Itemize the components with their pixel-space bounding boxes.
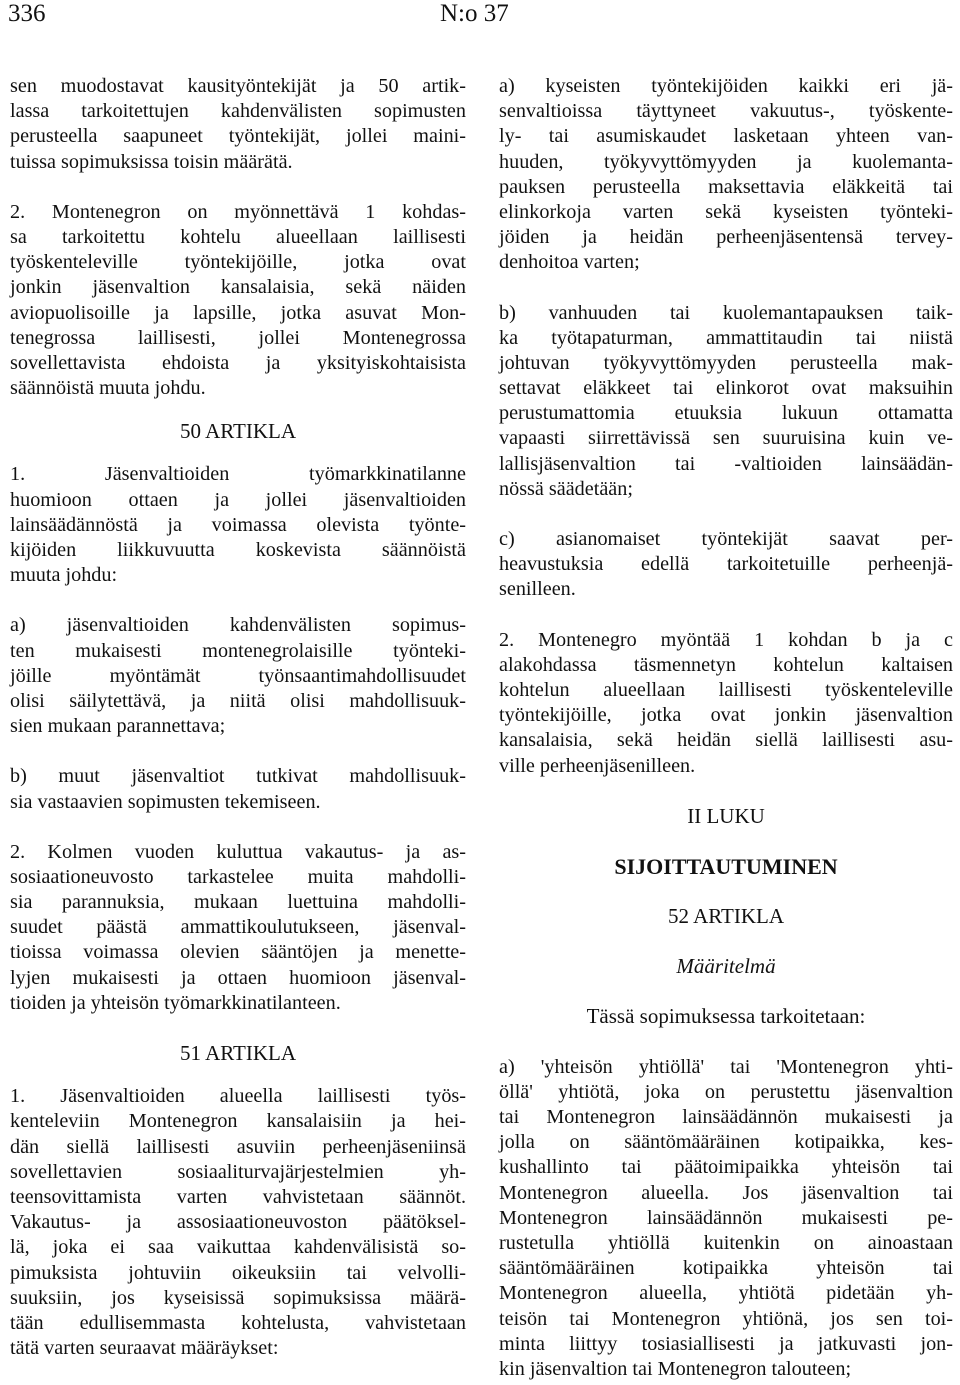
text-line: b) vanhuuden tai kuolemantapauksen taik- [499,301,953,324]
text-line: ka työtapaturman, ammattitaudin tai niistä [499,326,953,349]
paragraph-right-2 [499,301,953,503]
text-line: tenegrossa laillisesti, jollei Montenegrossa [10,326,466,349]
right-column [499,74,953,1382]
text-line: säännöistä muuta johdu. [10,377,206,400]
page-number: 336 [8,0,46,27]
text-line: elinkorkoja varten sekä kyseisten työnteki- [499,200,953,223]
paragraph-left-4 [10,613,466,739]
text-line: a) 'yhteisön yhtiöllä' tai 'Montenegron yhti- [499,1055,953,1078]
text-line: denhoitoa varten; [499,251,640,274]
text-line: lyjen mukaisesti ja ottaen huomioon jäsenval- [10,966,466,989]
text-line: kansalaisia, sekä heidän siellä laillisesti asu- [499,729,953,752]
text-line: johtuvan työkyvyttömyyden perusteella mak- [499,351,953,374]
text-line: jöiden ja heidän perheenjäsentensä tervey- [499,226,953,249]
text-line: 1. Jäsenvaltioiden alueella laillisesti työs- [10,1085,466,1108]
text-line: Montenegron alueella, yhtiötä pidetään yh- [499,1282,953,1305]
text-line: lä, joka ei saa vaikuttaa kahdenvälisistä so- [10,1236,466,1259]
text-line: suuksiin, jos kyseisissä sopimuksissa määrä- [10,1286,466,1309]
text-line: muuta johdu: [10,564,118,587]
text-line: kin jäsenvaltion tai Montenegron talouteen; [499,1357,852,1380]
text-line: tätä varten seuraavat määräykset: [10,1337,279,1360]
text-line: jöille myöntämät työnsaantimahdollisuudet [10,664,466,687]
text-line: kijöiden liikkuvuutta koskevista säännöistä [10,539,466,561]
text-line: sien mukaan parannettava; [10,715,226,738]
text-line: ten mukaisesti montenegrolaisille työnteki- [10,639,466,662]
text-line: a) kyseisten työntekijöiden kaikki eri jä- [499,75,953,97]
text-line: rustetulla yhtiöllä kuitenkin on ainoastaan [499,1231,953,1254]
text-line: a) jäsenvaltioiden kahdenvälisten sopimus- [10,614,466,637]
text-line: minta liittyy tosiasiallisesti ja jatkuvasti jon- [499,1332,953,1355]
paragraph-right-5 [499,1055,953,1382]
paragraph-left-3 [10,462,466,588]
text-line: huuden, työkyvyttömyyden ja kuolemanta- [499,150,953,173]
text-line: heavustuksia edellä tarkoitetuille perheenjä- [499,553,953,576]
text-line: Vakautus- ja assosiaationeuvoston päätöksel- [10,1211,466,1234]
paragraph-left-5 [10,764,466,814]
text-line: työntekijöille, jotka ovat jonkin jäsenvaltion [499,704,953,727]
text-line: sovellettavista ehdoista ja yksityiskohtaisista [10,351,466,374]
text-line: perustumattomia etuuksia lukuun ottamatta [499,402,953,425]
text-line: työskenteleville työntekijöille, jotka ovat [10,251,466,274]
text-line: 2. Kolmen vuoden kuluttua vakautus- ja as- [10,840,466,863]
text-line: vapaasti siirrettävissä sen suuruisina kuin ve- [499,427,953,450]
paragraph-right-1 [499,74,953,276]
text-line: kushallinto tai päätoimipaikka yhteisön tai [499,1156,953,1179]
text-line: öllä' yhtiötä, joka on perustettu jäsenvaltion [499,1080,953,1103]
article-51-heading: 51 ARTIKLA [180,1041,296,1065]
article-subtitle: Määritelmä [676,954,776,979]
paragraph-left-7 [10,1084,466,1361]
text-line: 1. Jäsenvaltioiden työmarkkinatilanne [10,463,466,486]
text-line: kenteleviin Montenegron kansalaisiin ja hei- [10,1110,466,1133]
text-line: teensovittamista varten vahvistetaan säännöt. [10,1185,466,1208]
paragraph-left-2 [10,200,466,402]
text-line: dän siellä laillisesti asuviin perheenjäseniinsä [10,1135,466,1158]
text-line: teisön tai Montenegron yhtiönä, jos sen toi- [499,1307,953,1330]
text-line: 2. Montenegron on myönnettävä 1 kohdas- [10,200,466,223]
paragraph-left-1 [10,74,466,175]
text-line: Montenegron lainsäädännön mukaisesti pe- [499,1206,953,1229]
paragraph-right-3 [499,527,953,603]
chapter-heading: II LUKU [687,803,765,828]
text-line: aviopuolisoille ja lapsille, jotka asuvat Mon- [10,301,466,324]
text-line: tään edullisemmasta kohtelusta, vahvistetaan [10,1311,466,1334]
paragraph-right-4 [499,628,953,779]
text-line: jolla on sääntömääräinen kotipaikka, kes- [499,1131,953,1154]
text-line: lallisjäsenvaltion tai -valtioiden lainsäädän- [499,452,953,475]
text-line: sääntömääräinen kotipaikka yhteisön tai [499,1257,953,1280]
text-line: ly- tai asumiskaudet lasketaan yhteen van- [499,125,953,148]
chapter-title: SIJOITTAUTUMINEN [614,853,838,879]
text-line: sen muodostavat kausityöntekijät ja 50 artik- [10,75,466,97]
text-line: tioissa voimassa olevien sääntöjen ja menette- [10,941,466,964]
text-line: tai Montenegron lainsäädännön mukaisesti ja [499,1106,953,1128]
page-header [0,0,960,40]
text-line: sovellettavien sosiaaliturvajärjestelmien yh- [10,1160,466,1183]
text-line: Montenegron alueella. Jos jäsenvaltion tai [499,1181,953,1204]
text-line: settavat eläkkeet tai elinkorot ovat maksuihin [499,377,953,400]
text-line: lainsäädännöstä ja voimassa olevista työnte- [10,513,466,536]
text-line: alakohdassa täsmennetyn kohtelun kaltaisen [499,653,953,676]
text-line: senvaltioissa täyttyneet vakuutus-, työskente- [499,100,953,123]
text-line: tuissa sopimuksissa toisin määrätä. [10,150,293,173]
text-line: c) asianomaiset työntekijät saavat per- [499,528,953,550]
text-line: suudet päästä ammattikoulutukseen, jäsenval- [10,916,466,939]
text-line: senilleen. [499,578,576,601]
text-line: perusteella saapuneet työntekijät, jollei maini- [10,125,466,148]
document-number: N:o 37 [440,0,509,27]
article-52-heading: 52 ARTIKLA [668,904,784,929]
text-line: ville perheenjäsenilleen. [499,754,696,777]
text-line: sia vastaavien sopimusten tekemiseen. [10,790,321,813]
text-line: pimuksista johtuviin oikeuksiin tai velvolli- [10,1261,466,1284]
definition-intro: Tässä sopimuksessa tarkoitetaan: [586,1004,866,1029]
text-line: huomioon ottaen ja jollei jäsenvaltioiden [10,488,466,511]
text-line: nössä säädetään; [499,477,633,500]
text-line: pauksen perusteella maksettavia eläkkeitä tai [499,175,953,198]
text-line: jonkin jäsenvaltion kansalaisia, sekä näiden [10,276,466,299]
paragraph-left-6 [10,840,466,1016]
text-line: b) muut jäsenvaltiot tutkivat mahdollisuuk- [10,765,466,788]
text-line: sosiaationeuvosto tarkastelee muita mahdolli- [10,865,466,888]
text-line: sia parannuksia, mukaan luettuina mahdolli- [10,891,466,914]
text-line: kohtelun alueellaan laillisesti työskenteleville [499,678,953,701]
article-50-heading: 50 ARTIKLA [180,419,296,444]
left-column [10,74,466,1361]
text-line: olisi säilytettävä, ja niitä olisi mahdollisuuk- [10,689,466,712]
text-line: tioiden ja yhteisön työmarkkinatilanteen. [10,991,341,1014]
text-line: lassa tarkoitettujen kahdenvälisten sopimusten [10,100,466,123]
text-line: sa tarkoitettu kohtelu alueellaan laillisesti [10,225,466,248]
text-line: 2. Montenegro myöntää 1 kohdan b ja c [499,628,953,651]
